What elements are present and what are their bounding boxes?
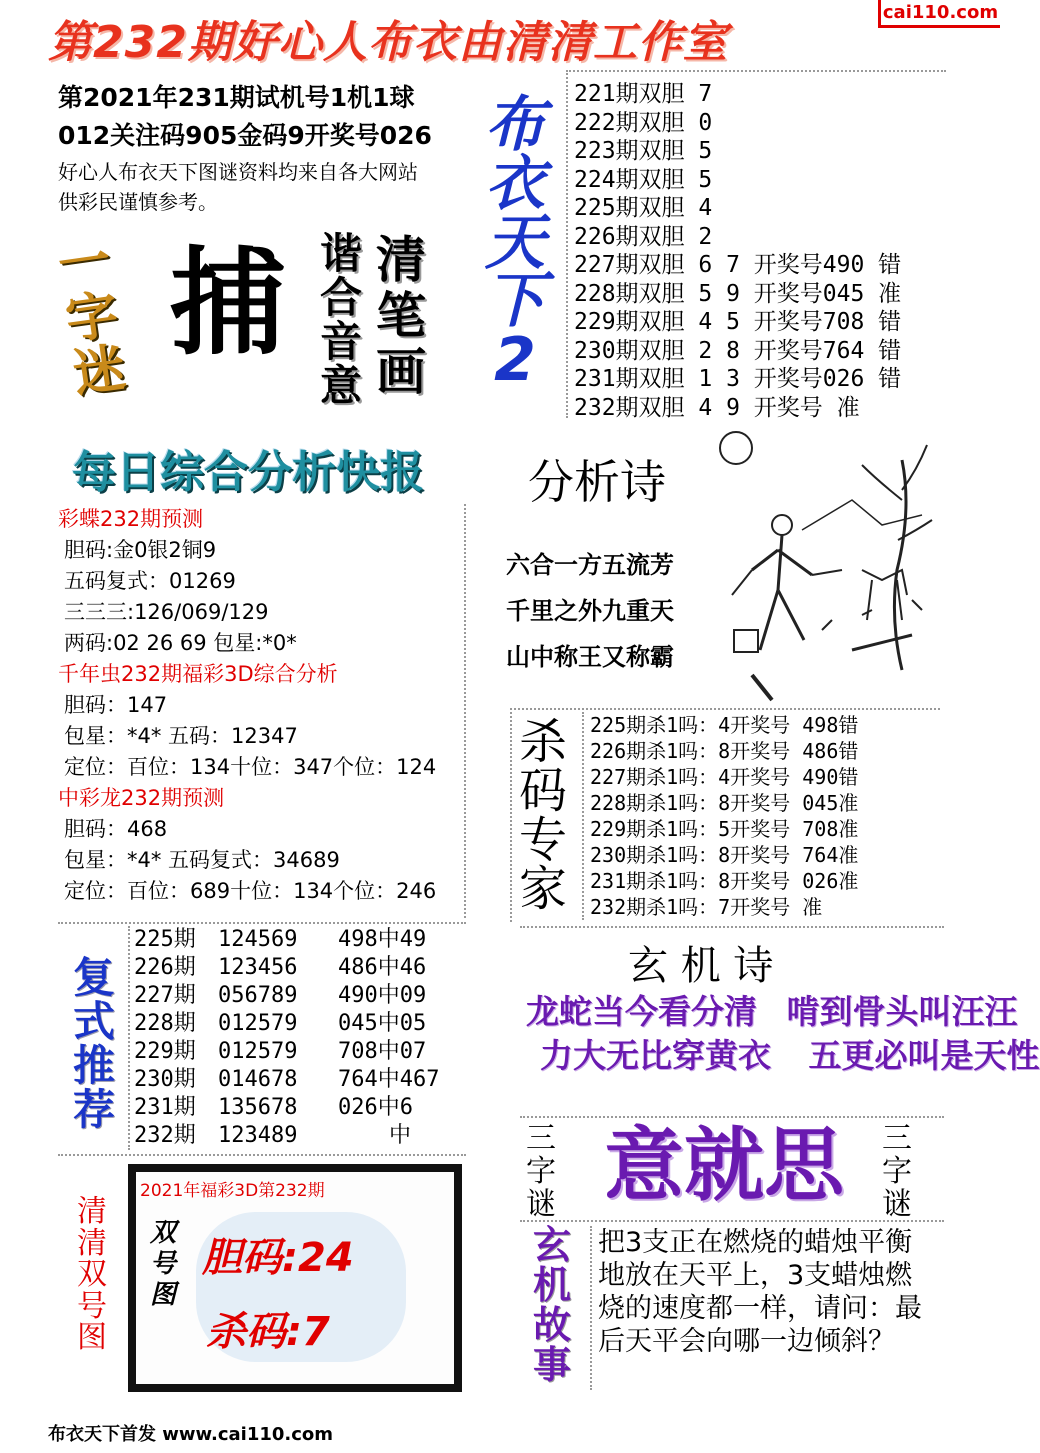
- fushi-recommend: [58, 922, 466, 1152]
- story-label-char: 玄: [532, 1223, 571, 1267]
- xuanji-story-label: [524, 1223, 580, 1387]
- list-item: 224期双胆 5: [574, 166, 713, 193]
- riddle-one-char: [54, 228, 458, 428]
- fushi-period: 225期: [134, 927, 196, 952]
- riddle3-left-label: [526, 1122, 556, 1221]
- xuanji-poem-title: 玄 机 诗: [628, 943, 774, 989]
- riddle-char: 笔: [376, 287, 426, 345]
- brand-char: 天: [485, 207, 545, 278]
- fushi-code: 014678: [218, 1067, 298, 1092]
- brand-char: 2: [494, 325, 536, 396]
- riddle3-char: 谜: [526, 1187, 556, 1222]
- fushi-code: 012579: [218, 1039, 298, 1064]
- dan-list: [566, 70, 946, 421]
- xuanji-poem-body: [526, 990, 1040, 1078]
- poem-line: 千里之外九重天: [506, 597, 674, 625]
- footer-text[interactable]: 布衣天下首发 www.cai110.com: [48, 1424, 334, 1445]
- kill-label-char: 家: [518, 860, 567, 917]
- shuanghao-label-char: 双: [77, 1257, 107, 1292]
- riddle3-char: 三: [882, 1121, 912, 1156]
- section-line: 胆码：468: [64, 817, 168, 841]
- list-item: 221期双胆 7: [574, 81, 713, 107]
- kill-label-char: 专: [518, 811, 567, 868]
- section-zhongcailong-title: 中彩龙232期预测: [58, 786, 225, 810]
- riddle-col-left: [320, 229, 363, 411]
- riddle-label-char: 迷: [69, 338, 130, 405]
- riddle-char: 意: [320, 361, 363, 411]
- riddle-char: 合: [320, 273, 363, 323]
- shuanghao-sha: 杀码:7: [206, 1309, 330, 1355]
- table-row: [134, 1094, 464, 1122]
- riddle3-char: 三: [526, 1121, 556, 1156]
- table-row: [134, 926, 464, 954]
- story-label-char: 事: [532, 1342, 571, 1387]
- poem-line: 六合一方五流芳: [506, 551, 674, 579]
- page-title: 第232期好心人布衣由清清工作室: [48, 17, 728, 68]
- section-line: 定位：百位：134十位：347个位：124: [64, 755, 437, 779]
- daily-report-title: 每日综合分析快报: [72, 447, 424, 498]
- fushi-period: 230期: [134, 1067, 196, 1092]
- shuanghao-label-char: 号: [77, 1288, 107, 1324]
- warrior-drawing: [712, 420, 940, 710]
- fushi-result: 764中467: [338, 1067, 440, 1092]
- fushi-code: 123489: [218, 1123, 298, 1148]
- fushi-code: 012579: [218, 1011, 298, 1036]
- section-line: 两码:02 26 69 包星:*0*: [64, 631, 297, 655]
- shuanghao-dan: 胆码:24: [202, 1235, 354, 1281]
- list-item: 232期双胆 4 9 开奖号 准: [574, 394, 860, 421]
- riddle-char: 谐: [320, 229, 363, 278]
- table-row: [134, 1066, 464, 1094]
- riddle-char: 画: [376, 343, 426, 401]
- fushi-result: 486中46: [338, 955, 427, 980]
- poem-phrase: 五更必叫是天性: [808, 1036, 1040, 1075]
- poem-row: [526, 1034, 1040, 1078]
- list-item: 225期双胆 4: [574, 195, 713, 221]
- list-item: 229期双胆 4 5 开奖号708 错: [574, 309, 902, 335]
- shuanghao-side-char: 号: [150, 1249, 177, 1280]
- fushi-period: 227期: [134, 983, 196, 1008]
- fushi-label-char: 复: [72, 953, 115, 1002]
- poem-line: 山中称王又称霸: [506, 643, 674, 671]
- table-row: 226期杀1吗：8开奖号 486错: [590, 739, 859, 763]
- table-row: 231期杀1吗：8开奖号 026准: [590, 869, 859, 893]
- kill-label-char: 杀: [518, 714, 567, 770]
- xuanji-poem: [520, 926, 1040, 1116]
- table-row: 229期杀1吗：5开奖号 708准: [590, 817, 859, 841]
- warrior-illustration: [712, 420, 940, 710]
- fushi-period: 228期: [134, 1011, 196, 1036]
- intro-line-2: 012关注码905金码9开奖号026: [58, 121, 432, 150]
- shuanghao-side-char: 双: [150, 1218, 177, 1248]
- intro-line-3: 好心人布衣天下图谜资料均来自各大网站: [58, 160, 418, 184]
- riddle-big-char: 捕: [170, 236, 286, 371]
- shuanghao-label-char: 清: [77, 1194, 107, 1229]
- list-item: 228期双胆 5 9 开奖号045 准: [574, 280, 902, 307]
- section-line: 胆码：147: [64, 693, 168, 717]
- table-row: 232期杀1吗：7开奖号 准: [590, 895, 823, 919]
- fushi-label-char: 式: [72, 997, 115, 1047]
- fushi-period: 232期: [134, 1123, 196, 1148]
- riddle-label-char: 一: [54, 230, 115, 297]
- table-row: [134, 982, 464, 1010]
- fushi-label-char: 荐: [72, 1085, 115, 1135]
- section-line: 包星：*4* 五码：12347: [64, 724, 298, 748]
- section-qiannianchong-title: 千年虫232期福彩3D综合分析: [58, 662, 338, 686]
- riddle-char: 音: [320, 317, 363, 367]
- fushi-label: [64, 953, 124, 1135]
- shuanghao-header: 2021年福彩3D第232期: [140, 1181, 325, 1201]
- shuanghao-side-char: 图: [150, 1280, 177, 1311]
- intro-block: [58, 78, 478, 216]
- riddle3-char: 谜: [882, 1187, 912, 1222]
- section-line: 定位：百位：689十位：134个位：246: [64, 879, 437, 903]
- riddle3-answer: 意就思: [604, 1119, 844, 1212]
- section-line: 三三三:126/069/129: [64, 600, 269, 624]
- shuanghao-label-char: 清: [77, 1225, 107, 1261]
- list-item: 226期双胆 2: [574, 223, 713, 250]
- list-item: 230期双胆 2 8 开奖号764 错: [574, 337, 902, 364]
- fushi-label-char: 推: [72, 1041, 115, 1091]
- fushi-result: 498中49: [338, 927, 427, 952]
- fushi-result: 490中09: [338, 983, 427, 1008]
- fushi-code: 135678: [218, 1095, 298, 1120]
- analysis-poem-lines: [506, 542, 674, 680]
- analysis-poem: [496, 428, 716, 708]
- riddle3-right-label: [882, 1122, 912, 1221]
- table-row: 230期杀1吗：8开奖号 764准: [590, 843, 859, 867]
- section-line: 胆码:金0银2铜9: [64, 538, 217, 562]
- table-row: [134, 1010, 464, 1038]
- riddle-label-char: 字: [62, 284, 122, 351]
- table-row: 227期杀1吗：4开奖号 490错: [590, 765, 859, 789]
- fushi-period: 226期: [134, 955, 196, 980]
- fushi-code: 056789: [218, 983, 298, 1008]
- fushi-result: 708中07: [338, 1039, 427, 1064]
- kill-expert: [510, 708, 940, 922]
- vertical-brand: [480, 90, 550, 396]
- prediction-column: [58, 504, 466, 918]
- poem-phrase: 龙蛇当今看分清: [526, 992, 757, 1031]
- kill-expert-rows: [582, 712, 938, 920]
- story-label-char: 机: [532, 1262, 571, 1307]
- riddle-three-char: [520, 1116, 944, 1222]
- table-row: 228期杀1吗：8开奖号 045准: [590, 791, 859, 815]
- fushi-table: [128, 926, 464, 1150]
- intro-line-1: 第2021年231期试机号1机1球: [58, 83, 415, 112]
- list-item: 222期双胆 0: [574, 109, 713, 136]
- poem-phrase: 啃到骨头叫汪汪: [786, 992, 1018, 1031]
- xuanji-story: [520, 1224, 944, 1394]
- shuanghao-section: [58, 1154, 466, 1394]
- riddle-col-right: [376, 232, 426, 400]
- brand-char: 下: [485, 266, 545, 337]
- table-row: [134, 1038, 464, 1066]
- poem-row: [526, 990, 1018, 1034]
- list-item: 227期双胆 6 7 开奖号490 错: [574, 252, 902, 278]
- analysis-poem-title: 分析诗: [528, 455, 666, 509]
- table-row: 225期杀1吗：4开奖号 498错: [590, 713, 859, 737]
- kill-expert-label: [512, 714, 574, 917]
- fushi-code: 123456: [218, 955, 298, 980]
- brand-char: 布: [485, 90, 545, 160]
- fushi-code: 124569: [218, 927, 298, 952]
- fushi-result: 中: [388, 1123, 411, 1148]
- brand-char: 衣: [485, 148, 545, 219]
- fushi-period: 229期: [134, 1039, 196, 1064]
- riddle-char: 清: [376, 231, 426, 289]
- fushi-period: 231期: [134, 1095, 196, 1120]
- fushi-result: 026中6: [338, 1095, 413, 1120]
- shuanghao-label: [72, 1196, 112, 1354]
- shuanghao-side: [150, 1218, 176, 1312]
- shuanghao-label-char: 图: [77, 1320, 107, 1355]
- table-row: [134, 1122, 464, 1150]
- shuanghao-box: [128, 1164, 462, 1392]
- table-row: [134, 954, 464, 982]
- section-line: 包星：*4* 五码复式：34689: [64, 848, 340, 872]
- xuanji-story-text: 把3支正在燃烧的蜡烛平衡地放在天平上，3支蜡烛燃烧的速度都一样，请问：最后天平会向哪一边倾斜？: [590, 1226, 928, 1390]
- list-item: 231期双胆 1 3 开奖号026 错: [574, 366, 902, 392]
- story-label-char: 故: [532, 1302, 571, 1347]
- section-line: 五码复式：01269: [64, 569, 236, 593]
- riddle3-char: 字: [882, 1154, 912, 1189]
- fushi-result: 045中05: [338, 1011, 427, 1036]
- site-badge[interactable]: cai110.com: [878, 0, 1000, 28]
- intro-line-4: 供彩民谨慎参考。: [58, 190, 218, 214]
- section-caidie-title: 彩蝶232期预测: [58, 507, 204, 531]
- poem-phrase: 力大无比穿黄衣: [540, 1036, 771, 1075]
- list-item: 223期双胆 5: [574, 138, 713, 164]
- riddle3-char: 字: [526, 1154, 556, 1189]
- riddle-label: [54, 230, 130, 405]
- kill-label-char: 码: [518, 762, 567, 819]
